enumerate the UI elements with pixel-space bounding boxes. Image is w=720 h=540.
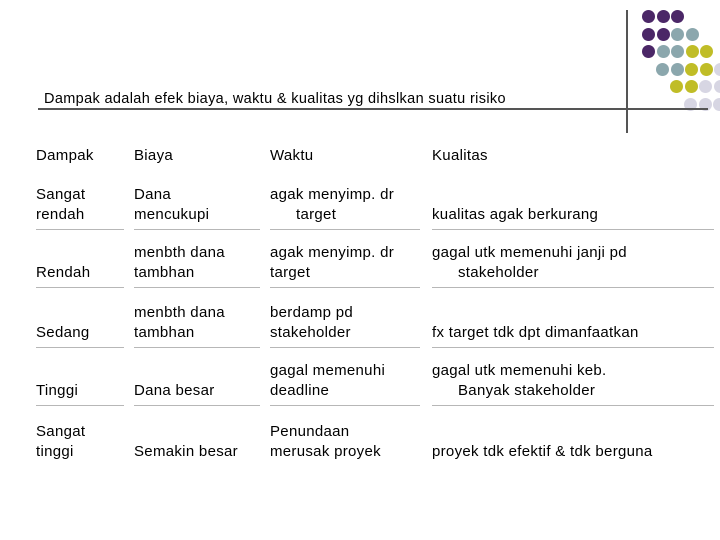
cell-text-line: menbth dana (134, 304, 225, 321)
cell-text-line: Tinggi (36, 382, 79, 399)
cell-text-line: stakeholder (270, 324, 351, 341)
cell-text-line: Dana (134, 186, 172, 203)
cell-text-line: kualitas agak berkurang (432, 206, 599, 223)
cell-text-line: Sangat (36, 423, 86, 440)
cell-text-line: Semakin besar (134, 443, 238, 460)
decorative-dot (642, 45, 655, 58)
cell-text-line: Kualitas (432, 147, 488, 164)
table-cell-biaya (134, 348, 260, 406)
table-cell-waktu (270, 288, 420, 348)
cell-text-line: tinggi (36, 443, 74, 460)
cell-text-line: berdamp pd (270, 304, 354, 321)
decorative-dot (685, 80, 698, 93)
decorative-dot (671, 63, 684, 76)
cell-text-line: Banyak stakeholder (458, 382, 596, 399)
decorative-dot (713, 98, 720, 111)
decorative-dot (714, 80, 720, 93)
table-cell-kualitas (432, 348, 714, 406)
decorative-dot (700, 63, 713, 76)
table-cell-biaya (134, 288, 260, 348)
decorative-dot (671, 10, 684, 23)
table-cell-waktu (270, 406, 420, 466)
table-cell-biaya (134, 172, 260, 230)
cell-text-line: merusak proyek (270, 443, 381, 460)
decorative-dot (657, 28, 670, 41)
table-cell-dampak (36, 288, 124, 348)
cell-text-line: mencukupi (134, 206, 210, 223)
cell-text-line: agak menyimp. dr (270, 186, 395, 203)
table-header-cell (270, 138, 420, 172)
decorative-dot (686, 45, 699, 58)
table-header-cell (36, 138, 124, 172)
cell-text-line: rendah (36, 206, 85, 223)
cell-text-line: target (270, 264, 311, 281)
table-header-cell (134, 138, 260, 172)
table-cell-waktu (270, 230, 420, 288)
cell-text-line: deadline (270, 382, 330, 399)
table-cell-kualitas (432, 172, 714, 230)
cell-text-line: gagal memenuhi (270, 362, 386, 379)
cell-text-line: proyek tdk efektif & tdk berguna (432, 443, 653, 460)
decorative-dot (642, 10, 655, 23)
table-cell-dampak (36, 230, 124, 288)
title-underline (38, 108, 708, 110)
decorative-dot (671, 28, 684, 41)
cell-text-line: gagal utk memenuhi keb. (432, 362, 607, 379)
cell-text-line: gagal utk memenuhi janji pd (432, 244, 627, 261)
cell-text-line: menbth dana (134, 244, 225, 261)
cell-text-line: Rendah (36, 264, 91, 281)
table-cell-waktu (270, 348, 420, 406)
cell-text-line: Penundaan (270, 423, 350, 440)
cell-text-line: tambhan (134, 324, 195, 341)
decorative-dot (700, 45, 713, 58)
decorative-dot (699, 80, 712, 93)
table-cell-dampak (36, 406, 124, 466)
cell-text-line: Waktu (270, 147, 314, 164)
cell-text-line: Dampak (36, 147, 94, 164)
decorative-dot (686, 28, 699, 41)
cell-text-line: tambhan (134, 264, 195, 281)
table-cell-biaya (134, 230, 260, 288)
cell-text-line: agak menyimp. dr (270, 244, 395, 261)
cell-text-line: Sedang (36, 324, 90, 341)
table-cell-dampak (36, 348, 124, 406)
table-cell-waktu (270, 172, 420, 230)
table-cell-biaya (134, 406, 260, 466)
table-cell-kualitas (432, 230, 714, 288)
vertical-divider (626, 10, 628, 133)
cell-text-line: stakeholder (458, 264, 539, 281)
decorative-dot (642, 28, 655, 41)
table-cell-kualitas (432, 288, 714, 348)
decorative-dot (671, 45, 684, 58)
cell-text-line: target (296, 206, 337, 223)
table-header-cell (432, 138, 714, 172)
decorative-dot (657, 45, 670, 58)
cell-text-line: Dana besar (134, 382, 215, 399)
decorative-dot (670, 80, 683, 93)
cell-text-line: Sangat (36, 186, 86, 203)
decorative-dot (714, 63, 720, 76)
table-cell-dampak (36, 172, 124, 230)
table-cell-kualitas (432, 406, 714, 466)
decorative-dot (657, 10, 670, 23)
cell-text-line: fx target tdk dpt dimanfaatkan (432, 324, 639, 341)
slide-title: Dampak adalah efek biaya, waktu & kualitas yg dihslkan suatu risiko (44, 91, 506, 107)
decorative-dot (685, 63, 698, 76)
cell-text-line: Biaya (134, 147, 174, 164)
decorative-dot (656, 63, 669, 76)
decorative-dot-grid (636, 10, 720, 120)
